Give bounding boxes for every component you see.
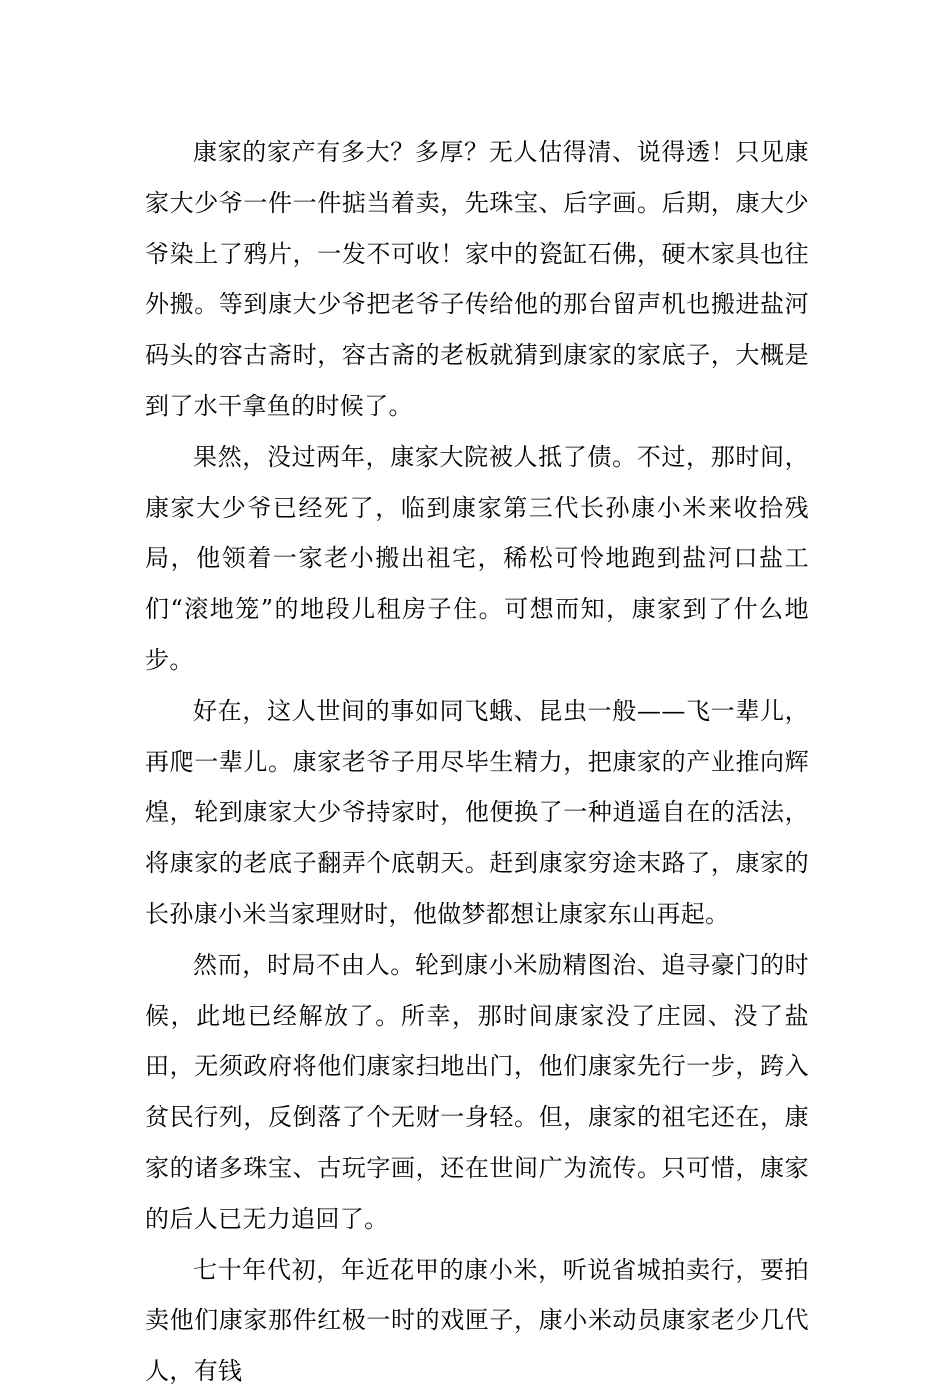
body-text	[145, 127, 809, 1397]
paragraph-4: 然而，时局不由人。轮到康小米励精图治、追寻豪门的时候，此地已经解放了。所幸，那时间康家没了庄园、没了盐田，无须政府将他们康家扫地出门，他们康家先行一步，跨入贫民行列，反倒落了个无财一身轻。但，康家的祖宅还在，康家的诸多珠宝、古玩字画，还在世间广为流传。只可惜，康家的后人已无力追回了。	[145, 950, 809, 1233]
paragraph-2: 果然，没过两年，康家大院被人抵了债。不过，那时间，康家大少爷已经死了，临到康家第三代长孙康小米来收拾残局，他领着一家老小搬出祖宅，稀松可怜地跑到盐河口盐工们“滚地笼”的地段儿租房子住。可想而知，康家到了什么地步。	[145, 442, 809, 674]
paragraph-1: 康家的家产有多大？多厚？无人估得清、说得透！只见康家大少爷一件一件掂当着卖，先珠宝、后字画。后期，康大少爷染上了鸦片，一发不可收！家中的瓷缸石佛，硬木家具也往外搬。等到康大少爷把老爷子传给他的那台留声机也搬进盐河码头的容古斋时，容古斋的老板就猜到康家的家底子，大概是到了水干拿鱼的时候了。	[145, 138, 809, 420]
paragraph-5: 七十年代初，年近花甲的康小米，听说省城拍卖行，要拍卖他们康家那件红极一时的戏匣子，康小米动员康家老少几代人，有钱	[145, 1255, 809, 1386]
paragraph-3: 好在，这人世间的事如同飞蛾、昆虫一般——飞一辈儿，再爬一辈儿。康家老爷子用尽毕生精力，把康家的产业推向辉煌，轮到康家大少爷持家时，他便换了一种逍遥自在的活法，将康家的老底子翻弄个底朝天。赶到康家穷途末路了，康家的长孙康小米当家理财时，他做梦都想让康家东山再起。	[145, 696, 809, 928]
